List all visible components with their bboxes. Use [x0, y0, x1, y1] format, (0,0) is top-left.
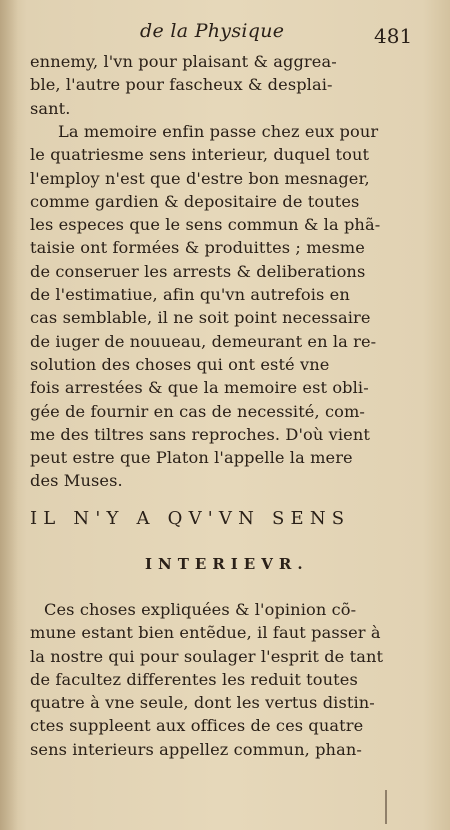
text-line: sens interieurs appellez commun, phan- [30, 739, 362, 759]
section-subtitle: INTERIEVR. [145, 555, 309, 573]
text-line: mune estant bien entẽdue, il faut passer à [30, 623, 381, 643]
text-line: sant. [30, 98, 71, 118]
text-line: de iuger de nouueau, demeurant en la re- [30, 331, 377, 351]
text-line: comme gardien & depositaire de toutes [30, 191, 360, 211]
text-line: me des tiltres sans reproches. D'où vient [30, 424, 370, 444]
text-line: taisie ont formées & produittes ; mesme [30, 238, 365, 258]
text-line: des Muses. [30, 471, 123, 491]
page-edge-mark [385, 790, 387, 824]
section-title: IL N'Y A QV'VN SENS [30, 508, 351, 529]
paragraph-continuation [30, 50, 422, 120]
text-line: de l'estimatiue, afin qu'vn autrefois en [30, 285, 350, 305]
gutter-shadow [0, 0, 18, 830]
text-line: Ces choses expliquées & l'opinion cõ- [44, 600, 357, 619]
text-line: ctes suppleent aux offices de ces quatre [30, 716, 364, 736]
text-line: les especes que le sens commun & la phã- [30, 215, 381, 235]
text-line: ennemy, l'vn pour plaisant & aggrea- [30, 52, 337, 71]
text-line: la nostre qui pour soulager l'esprit de tant [30, 646, 384, 666]
text-line: solution des choses qui ont esté vne [30, 354, 330, 374]
text-line: peut estre que Platon l'appelle la mere [30, 448, 353, 468]
paragraph-memoire [30, 120, 422, 493]
text-line: de facultez differentes les reduit toutes [30, 669, 358, 689]
text-line: quatre à vne seule, dont les vertus distin- [30, 693, 375, 713]
text-line: fois arrestées & que la memoire est obli- [30, 378, 369, 398]
text-line: gée de fournir en cas de necessité, com- [30, 401, 365, 421]
text-line: le quatriesme sens interieur, duquel tout [30, 145, 370, 165]
paragraph-opinion [30, 598, 422, 761]
running-head: de la Physique [140, 20, 285, 42]
page-number: 481 [374, 24, 413, 48]
text-line: La memoire enfin passe chez eux pour [58, 122, 379, 141]
text-line: ble, l'autre pour fascheux & desplai- [30, 75, 333, 95]
text-line: de conseruer les arrests & deliberations [30, 261, 366, 281]
text-line: l'employ n'est que d'estre bon mesnager, [30, 168, 370, 188]
text-line: cas semblable, il ne soit point necessaire [30, 308, 371, 328]
